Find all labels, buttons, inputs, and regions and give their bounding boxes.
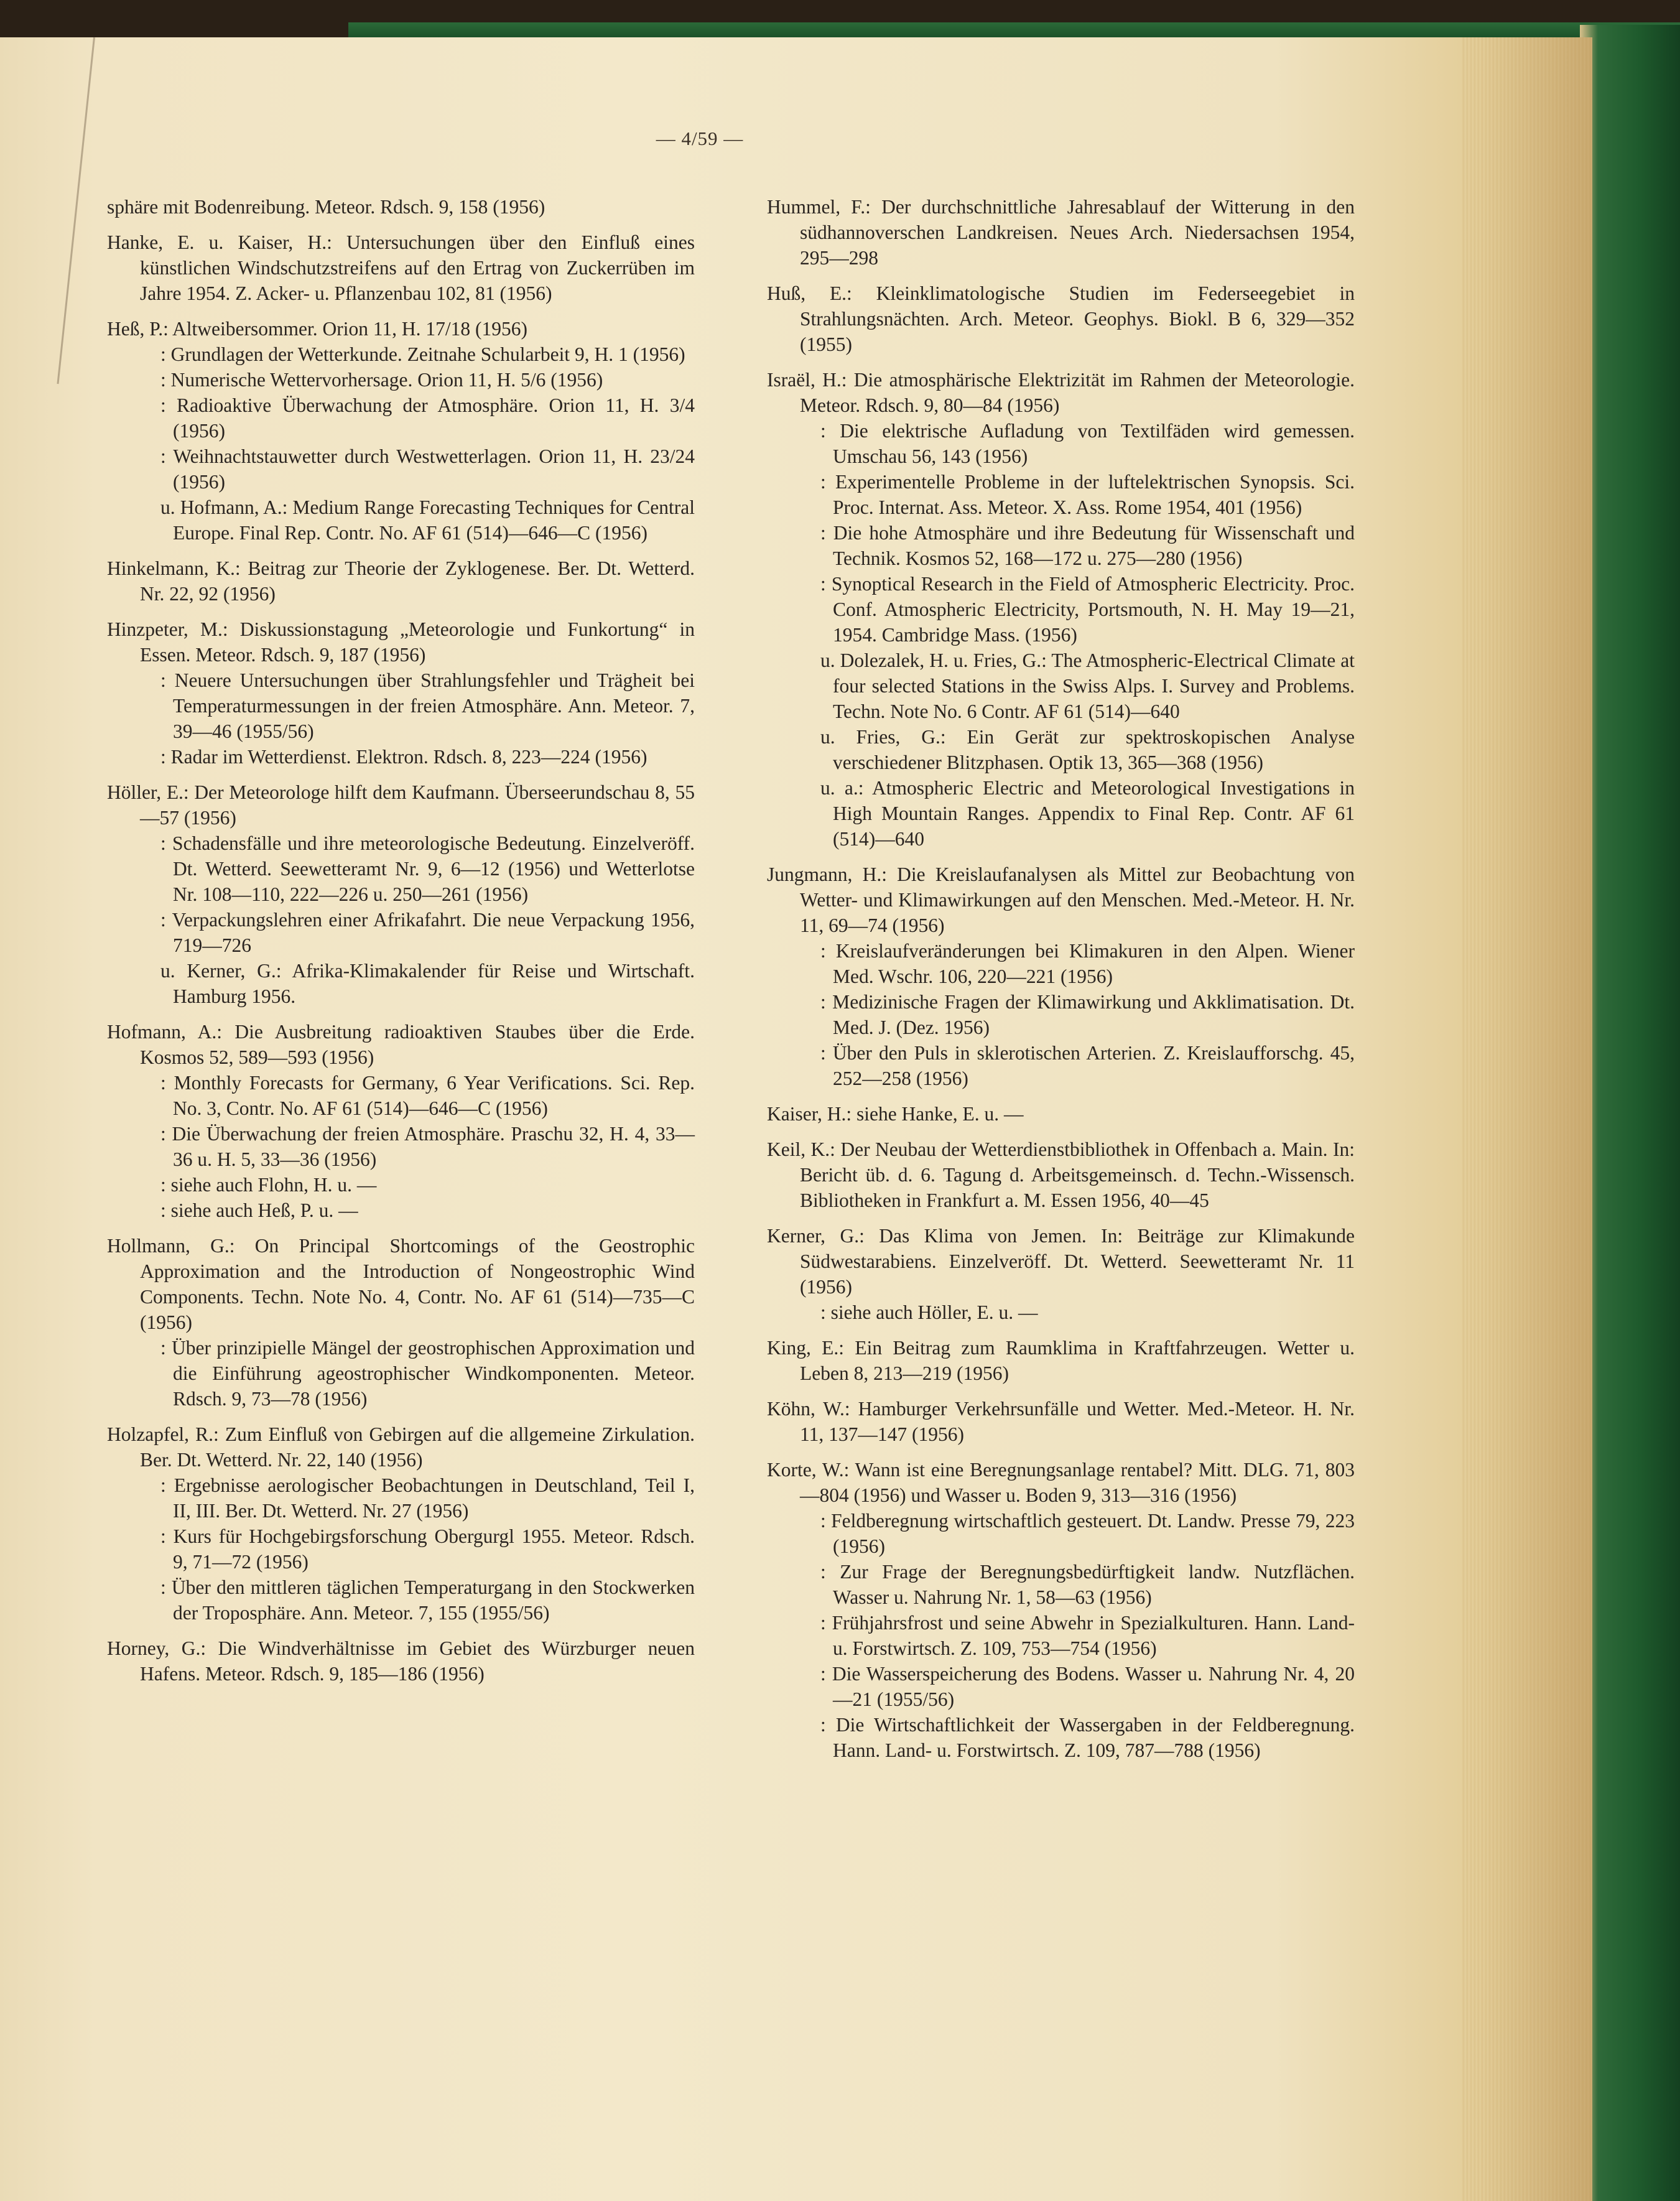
sub-entry: : siehe auch Flohn, H. u. — [160, 1174, 377, 1196]
sub-entry: : Monthly Forecasts for Germany, 6 Year Verifications. Sci. Rep. No. 3, Contr. No. AF 61 (514)—646—C (1956) [160, 1072, 695, 1119]
sub-entry: : Frühjahrsfrost und seine Abwehr in Spezialkulturen. Hann. Land- u. Forstwirtsch. Z. 109, 753—754 (1956) [820, 1612, 1355, 1659]
entry-head: Huß, E.: Kleinklimatologische Studien im Federseegebiet in Strahlungsnächten. Arch. Meteor. Geophys. Biokl. B 6, 329—352 (1955) [767, 282, 1355, 355]
page-number: — 4/59 — [656, 128, 744, 149]
sub-entry: : Schadensfälle und ihre meteorologische Bedeutung. Einzelveröff. Dt. Wetterd. Seewetteramt Nr. 9, 6—12 (1956) und Wetterlotse Nr. 108—110, 222—226 u. 250—261 (1956) [160, 832, 695, 905]
bib-entry [767, 862, 1355, 1091]
sub-entry: : Die Wirtschaftlichkeit der Wassergaben in der Feldberegnung. Hann. Land- u. Forstwirtsch. Z. 109, 787—788 (1956) [820, 1714, 1355, 1761]
book-cover-top [348, 22, 1680, 39]
bib-entry [107, 1636, 695, 1687]
bib-entry [107, 230, 695, 306]
bib-entry [107, 1422, 695, 1626]
bib-entry [107, 194, 695, 220]
bib-entry [767, 281, 1355, 357]
sub-entry: : Zur Frage der Beregnungsbedürftigkeit landw. Nutzflächen. Wasser u. Nahrung Nr. 1, 58—63 (1956) [820, 1561, 1355, 1608]
sub-entry: : Numerische Wettervorhersage. Orion 11, H. 5/6 (1956) [160, 369, 603, 391]
entry-head: Hollmann, G.: On Principal Shortcomings of the Geostrophic Approximation and the Introduction of Nongeostrophic Wind Components. Techn. Note No. 4, Contr. No. AF 61 (514)—735—C (1956) [107, 1235, 695, 1333]
sub-entry: : Grundlagen der Wetterkunde. Zeitnahe Schularbeit 9, H. 1 (1956) [160, 343, 685, 365]
sub-entry: u. Dolezalek, H. u. Fries, G.: The Atmospheric-Electrical Climate at four selected Stations in the Swiss Alps. I. Survey and Problems. Techn. Note No. 6 Contr. AF 61 (514)—640 [820, 649, 1355, 722]
sub-entry: : Medizinische Fragen der Klimawirkung und Akklimatisation. Dt. Med. J. (Dez. 1956) [820, 991, 1355, 1038]
document-page [0, 37, 1592, 2201]
sub-entry: : Kurs für Hochgebirgsforschung Obergurgl 1955. Meteor. Rdsch. 9, 71—72 (1956) [160, 1525, 695, 1573]
entry-head: Köhn, W.: Hamburger Verkehrsunfälle und Wetter. Med.-Meteor. H. Nr. 11, 137—147 (1956) [767, 1398, 1355, 1445]
sub-entry: u. a.: Atmospheric Electric and Meteorological Investigations in High Mountain Ranges. Appendix to Final Rep. Contr. AF 61 (514)—640 [820, 777, 1355, 850]
sub-entry: : Weihnachtstauwetter durch Westwetterlagen. Orion 11, H. 23/24 (1956) [160, 445, 695, 493]
sub-entry: : Radioaktive Überwachung der Atmosphäre. Orion 11, H. 3/4 (1956) [160, 394, 695, 442]
sub-entry: : siehe auch Heß, P. u. — [160, 1199, 358, 1221]
bib-entry [107, 779, 695, 1009]
right-column [767, 194, 1355, 1773]
entry-head: Hofmann, A.: Die Ausbreitung radioaktiven Staubes über die Erde. Kosmos 52, 589—593 (1956) [107, 1021, 695, 1068]
sub-entry: : Kreislaufveränderungen bei Klimakuren in den Alpen. Wiener Med. Wschr. 106, 220—221 (1956) [820, 940, 1355, 987]
entry-head: Hummel, F.: Der durchschnittliche Jahresablauf der Witterung in den südhannoverschen Landkreisen. Neues Arch. Niedersachsen 1954, 295—298 [767, 196, 1355, 269]
sub-entry: : Über den Puls in sklerotischen Arterien. Z. Kreislaufforschg. 45, 252—258 (1956) [820, 1042, 1355, 1089]
bib-entry [767, 1396, 1355, 1447]
sub-entry: u. Kerner, G.: Afrika-Klimakalender für Reise und Wirtschaft. Hamburg 1956. [160, 960, 695, 1007]
sub-entry: : Die Überwachung der freien Atmosphäre. Praschu 32, H. 4, 33—36 u. H. 5, 33—36 (1956) [160, 1123, 695, 1170]
entry-head: Kaiser, H.: siehe Hanke, E. u. — [767, 1103, 1024, 1125]
sub-entry: : Radar im Wetterdienst. Elektron. Rdsch. 8, 223—224 (1956) [160, 746, 647, 768]
entry-head: Hinkelmann, K.: Beitrag zur Theorie der Zyklogenese. Ber. Dt. Wetterd. Nr. 22, 92 (1956) [107, 557, 695, 605]
entry-head: Jungmann, H.: Die Kreislaufanalysen als Mittel zur Beobachtung von Wetter- und Klimawirkungen auf den Menschen. Med.-Meteor. H. Nr. 11, 69—74 (1956) [767, 863, 1355, 936]
sub-entry: : Feldberegnung wirtschaftlich gesteuert. Dt. Landw. Presse 79, 223 (1956) [820, 1510, 1355, 1557]
left-column [107, 194, 695, 1696]
entry-head: King, E.: Ein Beitrag zum Raumklima in Kraftfahrzeugen. Wetter u. Leben 8, 213—219 (1956) [767, 1337, 1355, 1384]
bib-entry [107, 617, 695, 770]
entry-head: sphäre mit Bodenreibung. Meteor. Rdsch. 9, 158 (1956) [107, 196, 545, 218]
bib-entry [767, 194, 1355, 271]
sub-entry: : Neuere Untersuchungen über Strahlungsfehler und Trägheit bei Temperaturmessungen in der freien Atmosphäre. Ann. Meteor. 7, 39—46 (1955/56) [160, 669, 695, 742]
bib-entry [767, 1101, 1355, 1127]
bib-entry [107, 1233, 695, 1412]
entry-head: Israël, H.: Die atmosphärische Elektrizität im Rahmen der Meteorologie. Meteor. Rdsch. 9, 80—84 (1956) [767, 369, 1355, 416]
page-edges [1462, 37, 1592, 2201]
sub-entry: : Synoptical Research in the Field of Atmospheric Electricity. Proc. Conf. Atmospheric Electricity, Portsmouth, N. H. May 19—21, 1954. Cambridge Mass. (1956) [820, 573, 1355, 646]
entry-head: Korte, W.: Wann ist eine Beregnungsanlage rentabel? Mitt. DLG. 71, 803—804 (1956) und Wasser u. Boden 9, 313—316 (1956) [767, 1459, 1355, 1506]
sub-entry: u. Hofmann, A.: Medium Range Forecasting Techniques for Central Europe. Final Rep. Contr. No. AF 61 (514)—646—C (1956) [160, 496, 695, 544]
sub-entry: : Ergebnisse aerologischer Beobachtungen in Deutschland, Teil I, II, III. Ber. Dt. Wetterd. Nr. 27 (1956) [160, 1474, 695, 1522]
entry-head: Heß, P.: Altweibersommer. Orion 11, H. 17/18 (1956) [107, 318, 528, 340]
book-cover-spine [1580, 25, 1680, 2201]
entry-head: Keil, K.: Der Neubau der Wetterdienstbibliothek in Offenbach a. Main. In: Bericht üb. d. 6. Tagung d. Arbeitsgemeinsch. d. Techn.-Wissensch. Bibliotheken in Frankfurt a. M. Essen 1956, 40—45 [767, 1138, 1355, 1211]
pencil-mark [57, 37, 95, 384]
sub-entry: : Verpackungslehren einer Afrikafahrt. Die neue Verpackung 1956, 719—726 [160, 909, 695, 956]
sub-entry: : Über prinzipielle Mängel der geostrophischen Approximation und die Einführung ageostrophischer Windkomponenten. Meteor. Rdsch. 9, 73—78 (1956) [160, 1337, 695, 1410]
entry-head: Holzapfel, R.: Zum Einfluß von Gebirgen auf die allgemeine Zirkulation. Ber. Dt. Wetterd. Nr. 22, 140 (1956) [107, 1423, 695, 1471]
bib-entry [767, 1223, 1355, 1325]
sub-entry: : Über den mittleren täglichen Temperaturgang in den Stockwerken der Troposphäre. Ann. Meteor. 7, 155 (1955/56) [160, 1576, 695, 1624]
bib-entry [767, 367, 1355, 852]
entry-head: Höller, E.: Der Meteorologe hilft dem Kaufmann. Überseerundschau 8, 55—57 (1956) [107, 781, 695, 829]
sub-entry: : Die Wasserspeicherung des Bodens. Wasser u. Nahrung Nr. 4, 20—21 (1955/56) [820, 1663, 1355, 1710]
bib-entry [767, 1457, 1355, 1763]
sub-entry: : Die elektrische Aufladung von Textilfäden wird gemessen. Umschau 56, 143 (1956) [820, 420, 1355, 467]
entry-head: Hinzpeter, M.: Diskussionstagung „Meteorologie und Funkortung“ in Essen. Meteor. Rdsch. 9, 187 (1956) [107, 618, 695, 666]
bib-entry [107, 1019, 695, 1223]
bib-entry [767, 1335, 1355, 1386]
bib-entry [107, 556, 695, 607]
sub-entry: : siehe auch Höller, E. u. — [820, 1301, 1038, 1323]
bib-entry [107, 316, 695, 546]
sub-entry: : Experimentelle Probleme in der luftelektrischen Synopsis. Sci. Proc. Internat. Ass. Meteor. X. Ass. Rome 1954, 401 (1956) [820, 471, 1355, 518]
entry-head: Kerner, G.: Das Klima von Jemen. In: Beiträge zur Klimakunde Südwestarabiens. Einzelveröff. Dt. Wetterd. Seewetteramt Nr. 11 (1956) [767, 1225, 1355, 1298]
sub-entry: : Die hohe Atmosphäre und ihre Bedeutung für Wissenschaft und Technik. Kosmos 52, 168—172 u. 275—280 (1956) [820, 522, 1355, 569]
sub-entry: u. Fries, G.: Ein Gerät zur spektroskopischen Analyse verschiedener Blitzphasen. Optik 13, 365—368 (1956) [820, 726, 1355, 773]
bib-entry [767, 1137, 1355, 1213]
entry-head: Horney, G.: Die Windverhältnisse im Gebiet des Würzburger neuen Hafens. Meteor. Rdsch. 9, 185—186 (1956) [107, 1637, 695, 1685]
entry-head: Hanke, E. u. Kaiser, H.: Untersuchungen über den Einfluß eines künstlichen Windschutzstreifens auf den Ertrag von Zuckerrüben im Jahre 1954. Z. Acker- u. Pflanzenbau 102, 81 (1956) [107, 231, 695, 304]
